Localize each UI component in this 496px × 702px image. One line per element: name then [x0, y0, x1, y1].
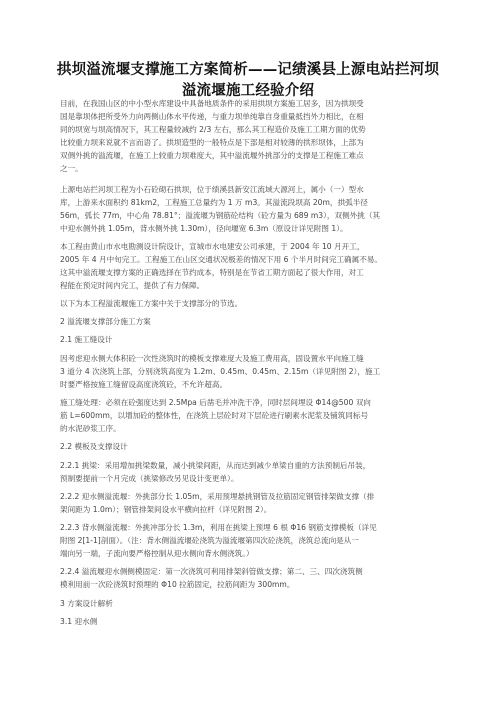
body-line: 端向另一端，子流向要严格控制从迎水侧向背水侧浇筑。） [60, 549, 254, 558]
body-line: 程能在预定时间内完工，提供了有力保障。 [60, 281, 205, 290]
body-line: 模利用前一次砼浇筑时预埋的 Φ10 拉筋固定，拉筋间距为 300mm。 [60, 580, 295, 589]
body-line: 上源电站拦河坝工程为小石砼砌石拱坝，位于绩溪县新安江流域大源河上，属小（一）型水 [60, 185, 364, 194]
body-line: 这其中溢流堰支撑方案的正确选择在节约成本，特别是在节省工期方面起了很大作用，对工 [60, 268, 364, 277]
body-line: 以下为本工程溢流堰施工方案中关于支撑部分的节选。 [60, 299, 243, 308]
body-line: 2.2.2 迎水侧溢流堰：外挑部分长 1.05m，采用预埋悬挑钢管及拉筋固定钢管排架做支撑（排 [60, 492, 375, 501]
body-line: 2.2.1 挑梁：采用增加挑梁数量，减小挑梁间距，从而达到减少单梁自重的方法预制后吊装， [60, 461, 371, 470]
body-line: 3 道分 4 次浇筑上部，分别浇筑高度为 1.2m、0.45m、0.45m、2.15m（详见附图 2），施工 [60, 367, 381, 376]
body-line: 库，上游来水面积约 81km2，工程施工总量约为 1 万 m3。其溢流段坝高 20m，拱弧半径 [60, 198, 368, 207]
section-heading: 3 方案设计解析 [60, 599, 113, 608]
body-line: 预制要提前一个月完成（挑梁修改另见设计变更单）。 [60, 474, 239, 483]
section-heading: 3.1 迎水侧 [60, 617, 98, 626]
body-line: 时要严格按施工缝留设高度浇筑砼，不允许超高。 [60, 380, 228, 389]
body-line: 架间距为 1.0m）；钢管排架间设水平横向拉杆（详见附图 2）。 [60, 505, 272, 514]
section-heading: 2 溢流堰支撑部分施工方案 [60, 317, 151, 326]
body-line: 之一。 [60, 164, 83, 173]
section-heading: 2.2 模板及支撑设计 [60, 442, 128, 451]
body-line: 国是靠坝体把所受外力向两侧山体水平传递，与重力坝单纯靠自身重量抵挡外力相比，在相 [60, 112, 364, 121]
section-heading: 2.1 施工缝设计 [60, 335, 113, 344]
body-line: 目前，在我国山区的中小型水库建设中具备地质条件的采用拱坝方案施工居多，因为拱坝受 [60, 99, 364, 108]
body-line: 56m，弧长 77m，中心角 78.81°；溢流堰为钢筋砼结构（砼方量为 689 m3），双侧外挑（其 [60, 211, 381, 220]
body-line: 双侧外挑的溢流堰，在施工上较重力坝难度大，其中溢流堰外挑部分的支撑是工程施工难点 [60, 151, 364, 160]
body-line: 因考虑迎水侧大体积砼一次性浇筑时的模板支撑难度大及施工费用高，固设置水平向施工缝 [60, 354, 364, 363]
body-line: 比较重力坝来说就不言而语了。拱坝造型的一般特点是下部是相对较薄的拱形坝体，上部为 [60, 138, 364, 147]
document-title-line-1: 拱坝溢流堰支撑施工方案简析——记绩溪县上源电站拦河坝 [56, 62, 440, 78]
body-line: 施工缝处理：必须在砼强度达到 2.5Mpa 后凿毛并冲洗干净，同时层间埋设 Φ14@500 双向 [60, 398, 371, 407]
body-line: 中迎水侧外挑 1.05m，背水侧外挑 1.30m），径向堰宽 6.3m（原设计详见附图 1）。 [60, 224, 348, 233]
body-line: 的水泥砂浆工序。 [60, 424, 121, 433]
document-title-line-2: 溢流堰施工经验介绍 [181, 83, 315, 99]
body-line: 附图 2[1-1]剖面）。（注：背水侧溢流堰砼浇筑为溢流堰第四次砼浇筑，浇筑总流向是从一 [60, 536, 359, 545]
body-line: 2.2.3 背水侧溢流堰：外挑冲部分长 1.3m，利用在挑梁上预埋 6 根 Φ16 钢筋支撑模板（详见 [60, 523, 377, 532]
body-line: 同的坝宽与坝高情况下，其工程量较减约 2/3 左右，那么其工程造价及施工工期方面的优势 [60, 125, 366, 134]
body-line: 筋 L=600mm，以增加砼的整体性，在浇筑上层砼时对下层砼进行刷素水泥浆及铺筑同标号 [60, 411, 369, 420]
body-line: 2005 年 4 月中旬完工。工程施工在山区交通状况极差的情况下用 6 个半月时间完工确属不易。 [60, 255, 383, 264]
body-line: 本工程由黄山市水电勘测设计院设计，宣城市水电建安公司承建，于 2004 年 10 月开工， [60, 242, 365, 251]
body-line: 2.2.4 溢流堰迎水侧侧模固定：第一次浇筑可利用排架斜管做支撑；第二、三、四次浇筑侧 [60, 567, 363, 576]
